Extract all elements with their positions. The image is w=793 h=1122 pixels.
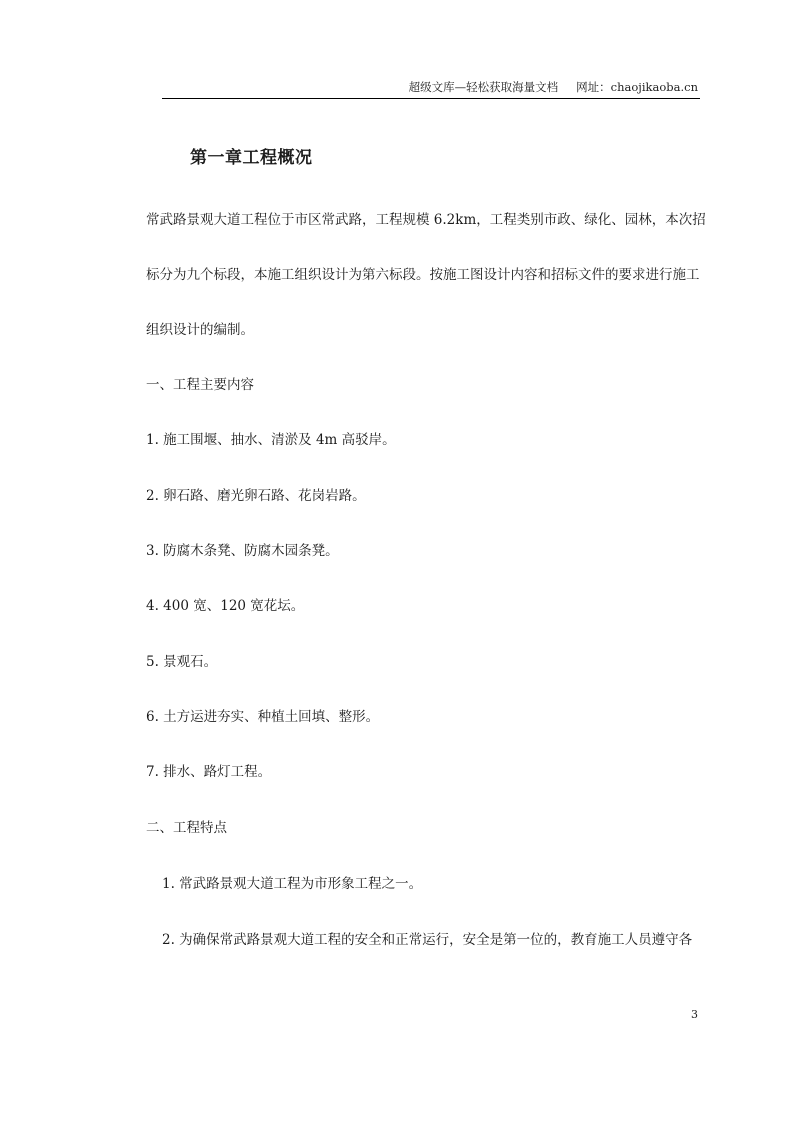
list-item: 3. 防腐木条凳、防腐木园条凳。 xyxy=(146,543,339,559)
list-item: 1. 施工围堰、抽水、清淤及 4m 高驳岸。 xyxy=(146,432,396,448)
section-heading: 二、工程特点 xyxy=(146,820,227,836)
page-header xyxy=(162,78,700,99)
header-slogan: 超级文库—轻松获取海量文档 xyxy=(408,80,559,94)
paragraph-line: 标分为九个标段，本施工组织设计为第六标段。按施工图设计内容和招标文件的要求进行施工 xyxy=(146,267,700,283)
list-item: 7. 排水、路灯工程。 xyxy=(146,764,272,780)
chapter-title: 第一章工程概况 xyxy=(190,148,313,168)
list-item: 5. 景观石。 xyxy=(146,654,218,670)
list-item: 6. 土方运进夯实、种植土回填、整形。 xyxy=(146,709,380,725)
paragraph-line: 组织设计的编制。 xyxy=(146,322,254,338)
list-item: 1. 常武路景观大道工程为市形象工程之一。 xyxy=(162,876,423,892)
list-item: 4. 400 宽、120 宽花坛。 xyxy=(146,598,305,614)
paragraph-line: 常武路景观大道工程位于市区常武路，工程规模 6.2km，工程类别市政、绿化、园林，本次招 xyxy=(146,212,706,228)
list-item: 2. 卵石路、磨光卵石路、花岗岩路。 xyxy=(146,488,366,504)
section-heading: 一、工程主要内容 xyxy=(146,377,254,393)
page-number: 3 xyxy=(691,1008,698,1021)
header-url: 网址：chaojikaoba.cn xyxy=(576,80,698,94)
list-item: 2. 为确保常武路景观大道工程的安全和正常运行，安全是第一位的，教育施工人员遵守各 xyxy=(162,932,693,948)
header-text xyxy=(409,79,698,95)
